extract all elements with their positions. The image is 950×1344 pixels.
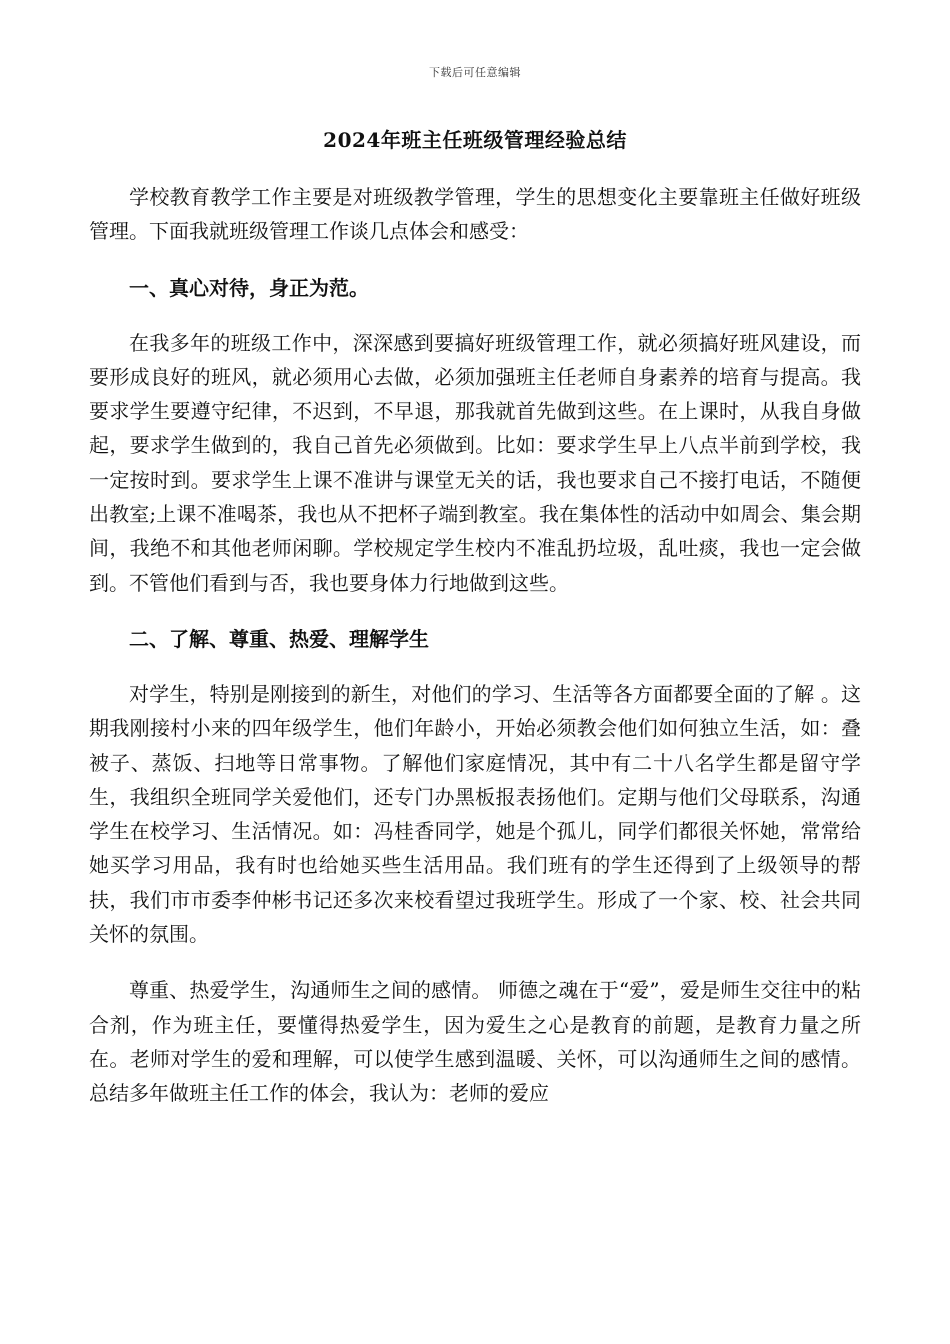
section-2-paragraph-2: 尊重、热爱学生，沟通师生之间的感情。 师德之魂在于“爱”，爱是师生交往中的粘合剂，作为班主任，要懂得热爱学生，因为爱生之心是教育的前题，是教育力量之所在。老师对学生的爱和理解，可以使学生感到温暖、关怀，可以沟通师生之间的感情。总结多年做班主任工作的体会，我认为：老师的爱应 (89, 978, 861, 1106)
section-2-paragraph-1: 对学生，特别是刚接到的新生，对他们的学习、生活等各方面都要全面的了解 。这期我刚接村小来的四年级学生，他们年龄小，开始必须教会他们如何独立生活，如：叠被子、蒸饭、扫地等日常事物。了解他们家庭情况，其中有二十八名学生都是留守学生，我组织全班同学关爱他们，还专门办黑板报表扬他们。定期与他们父母联系，沟通学生在校学习、生活情况。如：冯桂香同学，她是个孤儿，同学们都很关怀她，常常给她买学习用品，我有时也给她买些生活用品。我们班有的学生还得到了上级领导的帮扶，我们市市委李仲彬书记还多次来校看望过我班学生。形成了一个家、校、社会共同关怀的氛围。 (89, 681, 861, 947)
section-1-heading: 一、真心对待，身正为范。 (129, 275, 369, 300)
document-body (89, 180, 861, 1111)
section-2-heading: 二、了解、尊重、热爱、理解学生 (129, 626, 429, 651)
document-title: 2024年班主任班级管理经验总结 (323, 128, 627, 152)
section-1-paragraph-1: 在我多年的班级工作中，深深感到要搞好班级管理工作，就必须搞好班风建设，而要形成良好的班风，就必须用心去做，必须加强班主任老师自身素养的培育与提高。我要求学生要遵守纪律，不迟到，不早退，那我就首先做到这些。在上课时，从我自身做起，要求学生做到的，我自己首先必须做到。比如：要求学生早上八点半前到学校，我一定按时到。要求学生上课不准讲与课堂无关的话，我也要求自己不接打电话，不随便出教室;上课不准喝茶，我也从不把杯子端到教室。我在集体性的活动中如周会、集会期间，我绝不和其他老师闲聊。学校规定学生校内不准乱扔垃圾，乱吐痰，我也一定会做到。不管他们看到与否，我也要身体力行地做到这些。 (89, 330, 861, 595)
intro-paragraph: 学校教育教学工作主要是对班级教学管理，学生的思想变化主要靠班主任做好班级管理。下面我就班级管理工作谈几点体会和感受： (89, 185, 861, 244)
header-note: 下载后可任意编辑 (429, 66, 521, 79)
